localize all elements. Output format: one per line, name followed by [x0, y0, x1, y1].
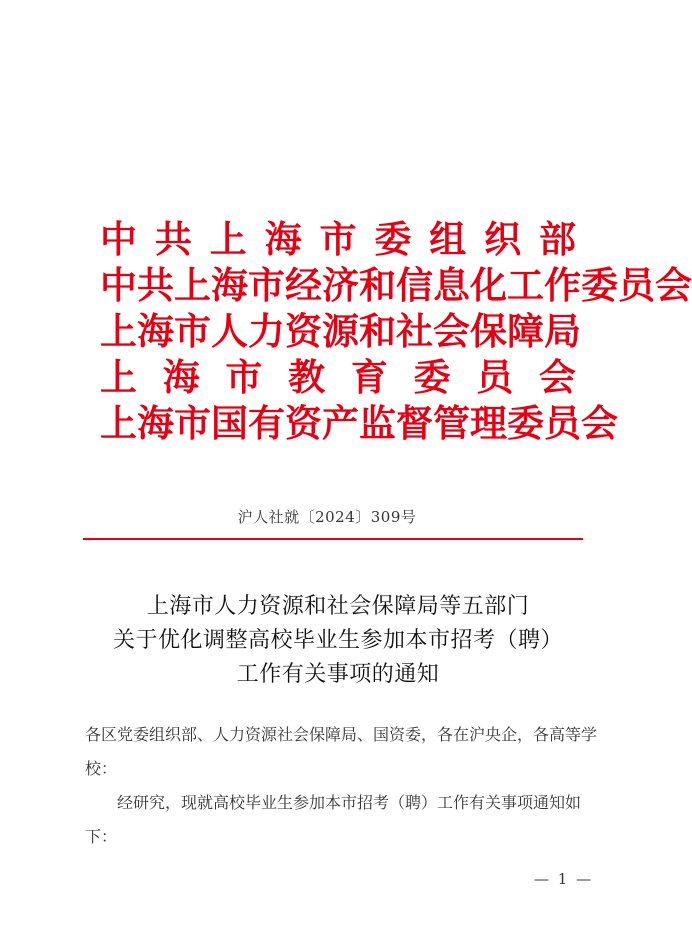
issuer-char: 中 — [100, 217, 137, 261]
issuer-char: 组 — [429, 217, 467, 261]
issuer-char: 工 — [507, 263, 544, 307]
issuer-char: 部 — [539, 217, 576, 261]
issuer-char: 共 — [154, 217, 192, 261]
issuer-char: 中 — [100, 263, 137, 307]
issuer-char: 市 — [174, 401, 211, 445]
issuer-char: 员 — [544, 401, 581, 445]
issuing-authorities-header — [100, 216, 692, 446]
page-number: — 1 — — [534, 870, 594, 888]
issuer-char: 委 — [507, 401, 544, 445]
issuer-char: 海 — [162, 355, 200, 399]
issuer-char: 织 — [484, 217, 522, 261]
issuer-char: 海 — [211, 263, 248, 307]
issuer-char: 作 — [544, 263, 581, 307]
issuer-char: 国 — [211, 401, 248, 445]
issuer-char: 会 — [433, 309, 470, 353]
issuer-char: 督 — [396, 401, 433, 445]
issuer-char: 监 — [359, 401, 396, 445]
document-number: 沪人社就〔2024〕309号 — [237, 508, 417, 526]
issuer-char: 会 — [655, 263, 692, 307]
issuer-char: 资 — [285, 309, 322, 353]
issuer-char: 源 — [322, 309, 359, 353]
issuer-line-3 — [100, 308, 581, 354]
issuer-char: 会 — [581, 401, 618, 445]
issuer-char: 市 — [225, 355, 263, 399]
issuer-char: 上 — [174, 263, 211, 307]
intro-paragraph: 经研究，现就高校毕业生参加本市招考（聘）工作有关事项通知如下： — [85, 793, 582, 846]
issuer-char: 化 — [470, 263, 507, 307]
issuer-char: 上 — [209, 217, 247, 261]
red-divider-line — [83, 538, 583, 540]
issuer-char: 经 — [285, 263, 322, 307]
issuer-char: 市 — [174, 309, 211, 353]
issuer-char: 障 — [507, 309, 544, 353]
document-title — [0, 590, 676, 692]
issuer-line-5 — [100, 400, 618, 446]
recipients-paragraph: 各区党委组织部、人力资源社会保障局、国资委，各在沪央企，各高等学校： — [85, 725, 598, 778]
issuer-char: 保 — [470, 309, 507, 353]
issuer-char: 和 — [359, 309, 396, 353]
issuer-char: 息 — [433, 263, 470, 307]
issuer-line-1 — [100, 216, 576, 262]
issuer-char: 育 — [350, 355, 388, 399]
issuer-char: 产 — [322, 401, 359, 445]
issuer-char: 资 — [285, 401, 322, 445]
issuer-char: 社 — [396, 309, 433, 353]
issuer-char: 信 — [396, 263, 433, 307]
issuer-line-2 — [100, 262, 692, 308]
issuer-char: 员 — [618, 263, 655, 307]
issuer-char: 理 — [470, 401, 507, 445]
issuer-char: 上 — [100, 401, 137, 445]
issuer-char: 市 — [248, 263, 285, 307]
title-line-2: 关于优化调整高校毕业生参加本市招考（聘） — [112, 628, 563, 653]
issuer-char: 海 — [137, 401, 174, 445]
issuer-char: 力 — [248, 309, 285, 353]
issuer-char: 人 — [211, 309, 248, 353]
title-line-3: 工作有关事项的通知 — [236, 662, 440, 687]
document-body — [85, 718, 597, 854]
issuer-char: 济 — [322, 263, 359, 307]
issuer-char: 管 — [433, 401, 470, 445]
issuer-char: 员 — [476, 355, 514, 399]
issuer-char: 委 — [581, 263, 618, 307]
issuer-char: 教 — [288, 355, 326, 399]
title-line-1: 上海市人力资源和社会保障局等五部门 — [146, 594, 530, 619]
issuer-char: 市 — [319, 217, 357, 261]
issuer-char: 会 — [538, 355, 576, 399]
issuer-char: 委 — [413, 355, 451, 399]
issuer-char: 海 — [137, 309, 174, 353]
issuer-char: 局 — [544, 309, 581, 353]
issuer-line-4 — [100, 354, 576, 400]
issuer-char: 和 — [359, 263, 396, 307]
issuer-char: 海 — [264, 217, 302, 261]
issuer-char: 委 — [374, 217, 412, 261]
issuer-char: 有 — [248, 401, 285, 445]
issuer-char: 上 — [100, 309, 137, 353]
issuer-char: 共 — [137, 263, 174, 307]
issuer-char: 上 — [100, 355, 137, 399]
